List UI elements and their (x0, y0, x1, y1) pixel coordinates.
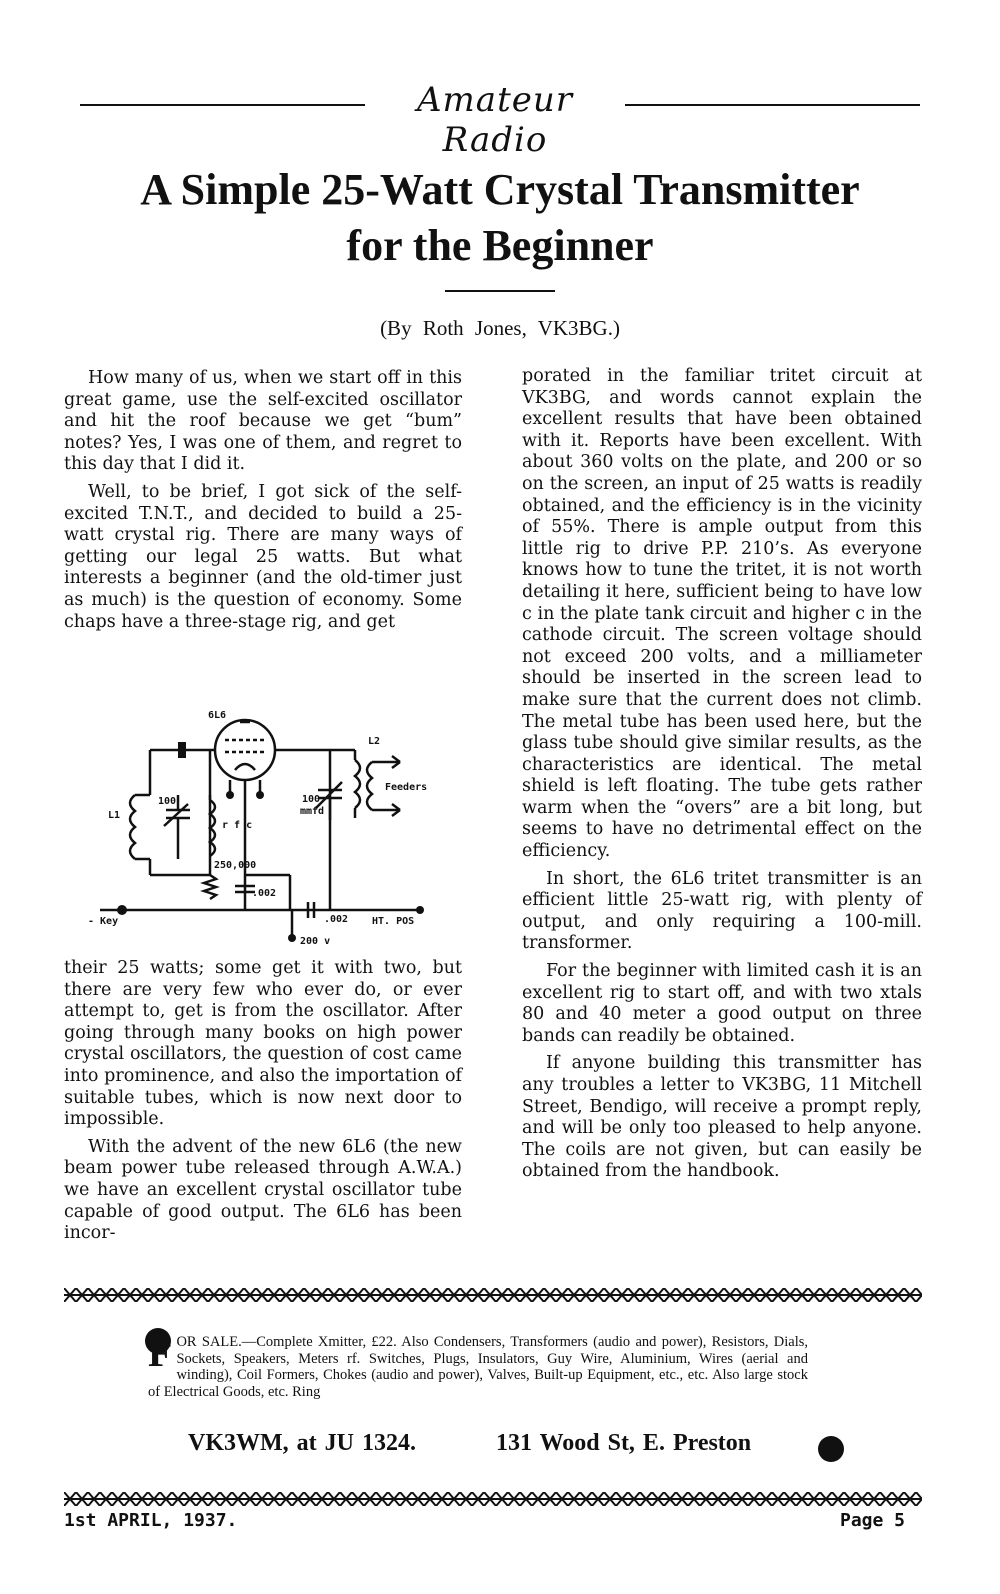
masthead-rule-left (80, 104, 365, 106)
drop-cap: F (148, 1330, 173, 1375)
label-ht: HT. POS (372, 916, 415, 927)
column-2 (522, 366, 922, 1189)
paragraph: If anyone building this transmitter has any troubles a letter to VK3BG, 11 Mitchell Street, Bendigo, will receive a prompt reply, and will be only too pleased to help anyone. The coils are not given, but can easily be obtained from the handbook. (522, 1053, 922, 1182)
label-key: - Key (88, 916, 119, 927)
masthead-rule-right (625, 104, 920, 106)
advert-text: OR SALE.—Complete Xmitter, £22. Also Condensers, Transformers (audio and power), Resistors, Dials, Sockets, Speakers, Meters rf. Switches, Plugs, Insulators, Guy Wire, Aluminium, Wires (aerial and winding), Coil Formers, Chokes (audio and power), Valves, Built-up Equipment, etc., etc. Also large stock of Electrical Goods, etc. Ring (148, 1334, 808, 1400)
label-feeders: Feeders (385, 782, 428, 793)
label-screen-volts: 200 v (300, 936, 331, 947)
label-rfc: r f c (222, 820, 253, 831)
paragraph: For the beginner with limited cash it is an excellent rig to start off, and with two xtals 80 and 40 meter a good output on three bands can readily be obtained. (522, 961, 922, 1046)
advert-contact (188, 1430, 808, 1457)
decorative-border-bottom (64, 1492, 922, 1506)
tube-envelope (215, 720, 275, 780)
label-l2: L2 (368, 736, 381, 747)
label-bypass-1: .002 (252, 888, 277, 899)
bullet-icon (818, 1436, 844, 1462)
label-resistor: 250,000 (214, 860, 257, 871)
label-plate-cap-unit: mmfd (300, 806, 325, 817)
column-1-top (64, 368, 462, 639)
page-number: Page 5 (840, 1510, 906, 1531)
advert-address: 131 Wood St, E. Preston (496, 1430, 752, 1456)
paragraph: With the advent of the new 6L6 (the new beam power tube released through A.W.A.) we have an excellent crystal oscillator tube capable of good output. The 6L6 has been incor- (64, 1136, 462, 1244)
masthead-logo: Amateur Radio (417, 80, 573, 160)
label-c1: 100 (158, 796, 177, 807)
advertisement (148, 1330, 808, 1400)
paragraph: How many of us, when we start off in this great game, use the self-excited oscillator and hit the roof because we get “bum” notes? Yes, I was one of them, and regret to this day that I did it. (64, 368, 462, 475)
title-line-1: A Simple 25-Watt Crystal Transmitter (140, 165, 860, 214)
crystal-symbol (178, 742, 186, 758)
paragraph: porated in the familiar tritet circuit at VK3BG, and words cannot explain the excellent results that have been obtained with it. Reports have been excellent. With about 360 volts on the plate, and 200 or so on the screen, an input of 25 watts is readily obtained, and the efficiency is in the vicinity of 55%. There is ample output from this little rig to drive P.P. 210’s. As everyone knows how to tune the tritet, it is not worth detailing it here, sufficient being to have low c in the plate tank circuit and higher c in the cathode circuit. The screen voltage should not exceed 200 volts, and a milliameter should be inserted in the screen lead to make sure that the current does not climb. The metal tube has been used here, but the glass tube should give similar results, as the characteristics are identical. The metal shield is left floating. The tube gets rather warm when the “overs” are a bit long, but seems to have no detrimental effect on the efficiency. (522, 366, 922, 862)
issue-date: 1st APRIL, 1937. (64, 1510, 238, 1531)
decorative-border-top (64, 1288, 922, 1302)
label-bypass-2: .002 (324, 914, 349, 925)
title-divider (445, 290, 555, 292)
paragraph: their 25 watts; some get it with two, but there are very few who ever do, or ever attempt to, get is from the oscillator. After going through many books on high power crystal oscillators, the question of cost came into prominence, and also the importation of suitable tubes, which is now next door to impossible. (64, 958, 462, 1130)
paragraph: Well, to be brief, I got sick of the self-excited T.N.T., and decided to build a 25-watt crystal rig. There are many ways of getting our legal 25 watts. But what interests a beginner (and the old-timer just as much) is the question of economy. Some chaps have a three-stage rig, and get (64, 481, 462, 632)
masthead (80, 80, 920, 160)
column-1-bottom (64, 958, 462, 1251)
article-title (40, 162, 960, 274)
byline: (By Roth Jones, VK3BG.) (380, 316, 620, 340)
label-plate-cap: 100 (302, 794, 321, 805)
label-tube: 6L6 (208, 710, 227, 721)
title-line-2: for the Beginner (346, 221, 654, 270)
label-l1: L1 (108, 810, 121, 821)
circuit-diagram (80, 700, 470, 950)
advert-callsign: VK3WM, at JU 1324. (188, 1430, 416, 1456)
paragraph: In short, the 6L6 tritet transmitter is an efficient little 25-watt rig, with plenty of output, and only requiring a 100-mill. transformer. (522, 868, 922, 954)
